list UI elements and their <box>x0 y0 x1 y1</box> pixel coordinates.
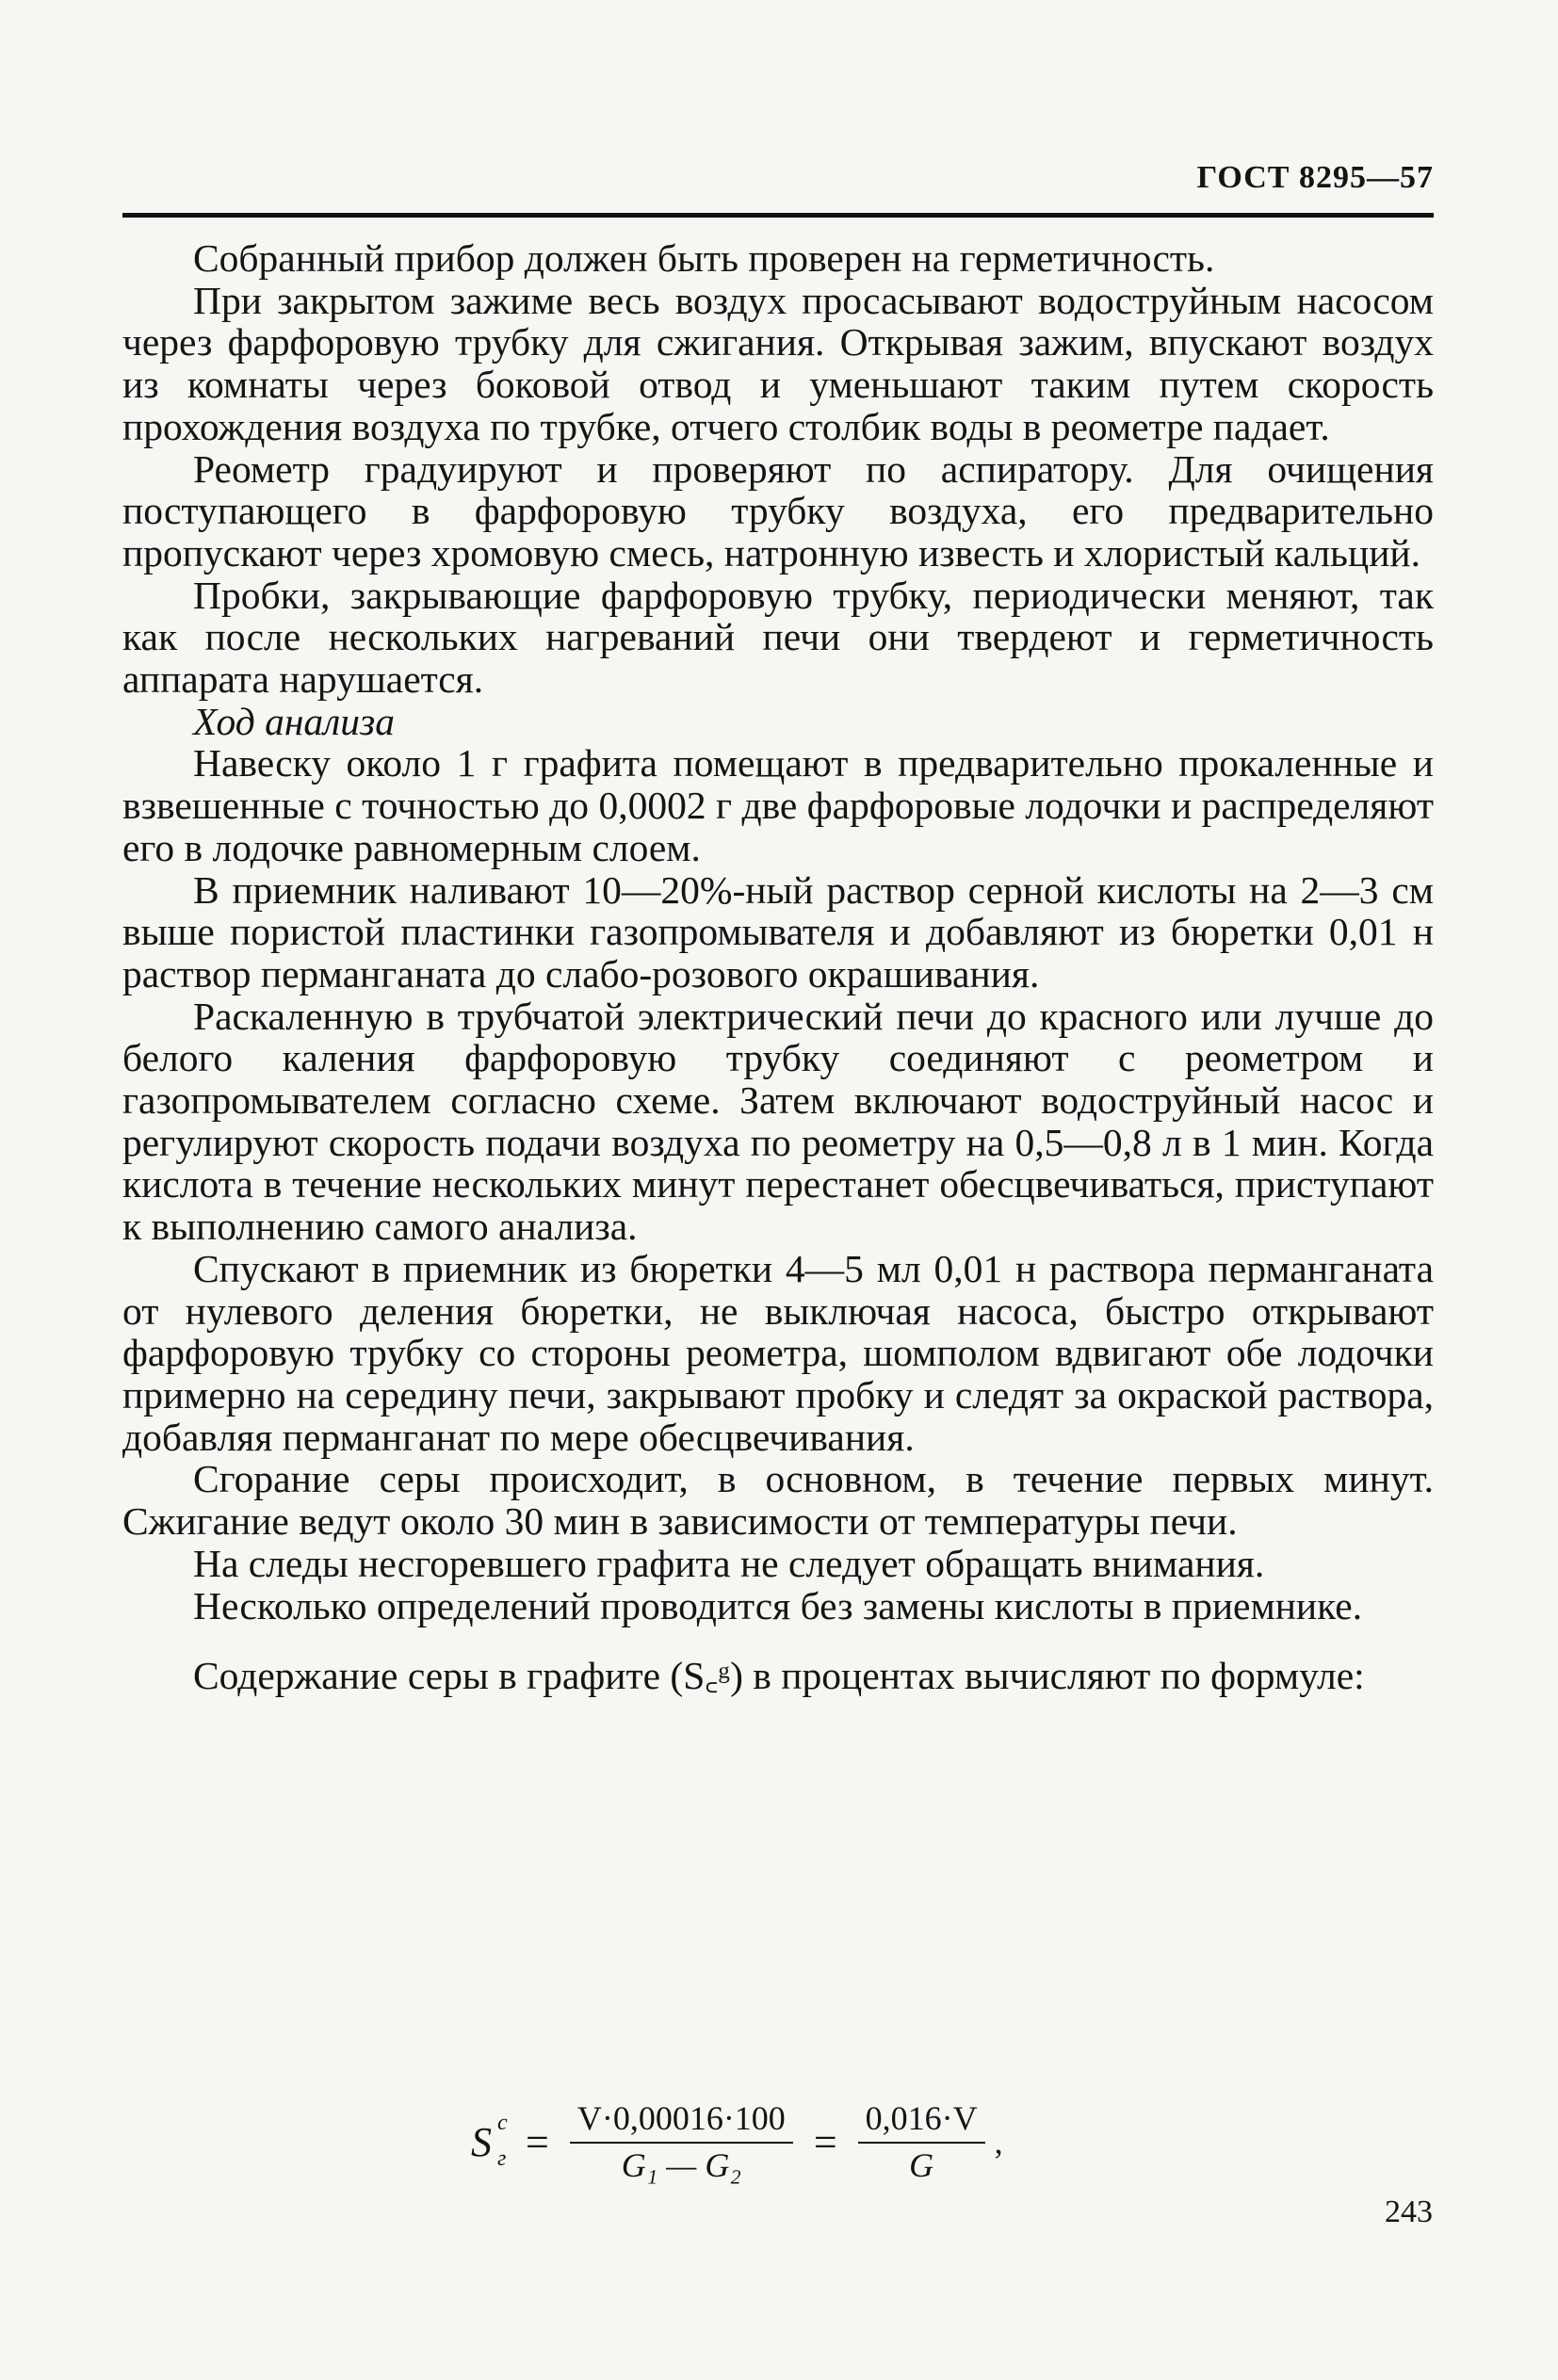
header-rule <box>122 213 1434 218</box>
section-heading: Ход анализа <box>193 699 395 743</box>
paragraph: Навеску около 1 г графита помещают в предварительно прокаленные и взвешенные с точностью до 0,0002 г две фарфоровые лодочки и распределяют его в лодочке равномерным слоем. <box>122 741 1434 869</box>
paragraph: Спускают в приемник из бюретки 4—5 мл 0,01 н раствора перманганата от нулевого деления бюретки, не выключая насоса, быстро открывают фарфоровую трубку со стороны реометра, шомполом вдвигают обе лодочки примерно на середину печи, закрывают пробку и следят за окраской раствора, добавляя перманганат по мере обесцвечивания. <box>122 1246 1434 1459</box>
paragraph: Раскаленную в трубчатой электрический печи до красного или лучше до белого каления фарфоровую трубку соединяют с реометром и газопромывателем согласно схеме. Затем включают водоструйный насос и регулируют скорость подачи воздуха по реометру на 0,5—0,8 л в 1 мин. Когда кислота в течение нескольких минут перестанет обесцвечиваться, приступают к выполнению самого анализа. <box>122 994 1434 1249</box>
fraction-denominator: G₁ — G₂ <box>621 2146 741 2184</box>
paragraph: В приемник наливают 10—20%-ный раствор серной кислоты на 2—3 см выше пористой пластинки газопромывателя и добавляют из бюретки 0,01 н раствор перманганата до слабо-розового окрашивания. <box>122 867 1434 996</box>
paragraph: Реометр градуируют и проверяют по аспиратору. Для очищения поступающего в фарфоровую трубку воздуха, его предварительно пропускают через хромовую смесь, натронную известь и хлористый кальций. <box>122 446 1434 575</box>
formula-symbol: S с г <box>471 2110 508 2171</box>
formula-comma: , <box>994 2123 1003 2161</box>
paragraph: Собранный прибор должен быть проверен на герметичность. <box>193 236 1215 280</box>
paragraph: Несколько определений проводится без замены кислоты в приемнике. <box>193 1583 1363 1627</box>
formula-fraction-2 <box>858 2098 985 2185</box>
formula-fraction-1 <box>570 2098 793 2185</box>
fraction-denominator: G <box>909 2146 934 2184</box>
paragraph: При закрытом зажиме весь воздух просасывают водоструйным насосом через фарфоровую трубку для сжигания. Открывая зажим, впускают воздух из комнаты через боковой отвод и уменьшают таким путем скорость прохождения воздуха по трубке, отчего столбик воды в реометре падает. <box>122 278 1434 448</box>
formula-equals: = <box>813 2118 837 2165</box>
paragraph: Сгорание серы происходит, в основном, в течение первых минут. Сжигание ведут около 30 мин в зависимости от температуры печи. <box>122 1457 1434 1544</box>
paragraph: На следы несгоревшего графита не следует обращать внимания. <box>193 1541 1265 1585</box>
page-number: 243 <box>1385 2194 1433 2229</box>
fraction-numerator: V·0,00016·100 <box>570 2098 793 2144</box>
standard-header: ГОСТ 8295—57 <box>1196 160 1434 195</box>
formula-equals: = <box>526 2118 549 2165</box>
paragraph: Содержание серы в графите (S꜀ᵍ) в процентах вычисляют по формуле: <box>193 1654 1365 1698</box>
fraction-numerator: 0,016·V <box>858 2098 985 2144</box>
sulfur-formula <box>471 2098 1003 2185</box>
page-body <box>122 237 1434 1697</box>
paragraph: Пробки, закрывающие фарфоровую трубку, периодически меняют, так как после нескольких нагреваний печи они твердеют и герметичность аппарата нарушается. <box>122 573 1434 702</box>
